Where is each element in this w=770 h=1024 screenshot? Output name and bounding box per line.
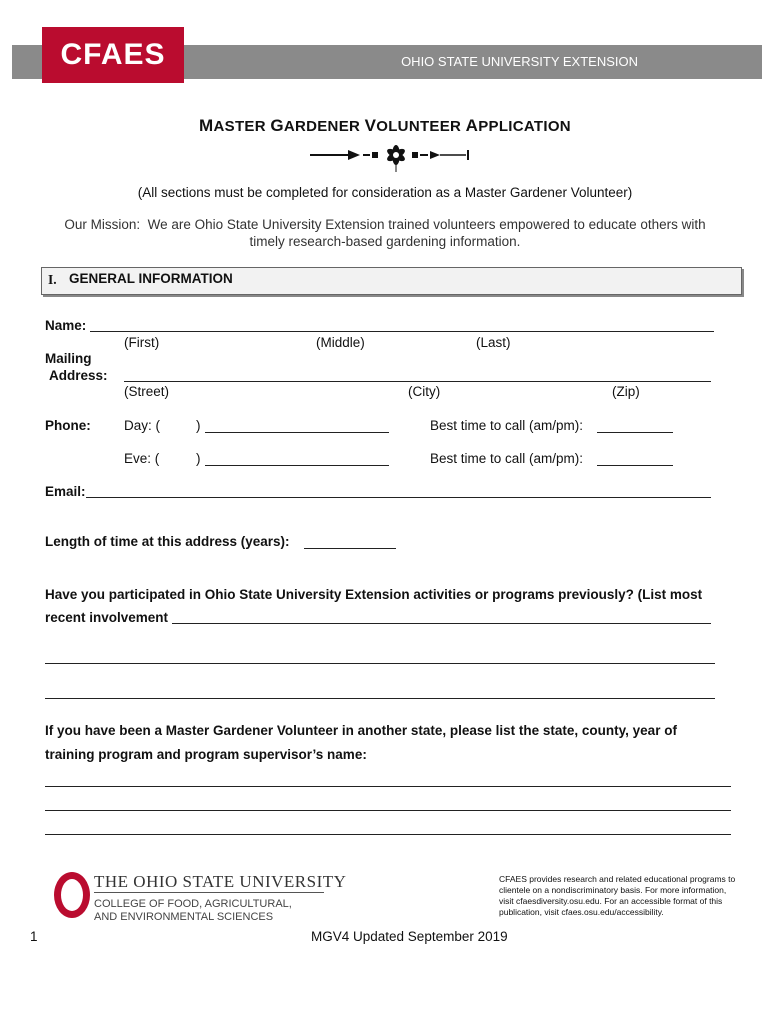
first-label: (First) [124, 335, 160, 350]
eve-paren: ) [196, 451, 201, 466]
question2-line2: training program and program supervisor’s name: [45, 747, 367, 762]
question2-field-1[interactable] [45, 786, 731, 787]
name-field[interactable] [90, 331, 714, 332]
banner-text: OHIO STATE UNIVERSITY EXTENSION [401, 54, 638, 69]
length-field[interactable] [304, 548, 396, 549]
version-label: MGV4 Updated September 2019 [311, 929, 508, 944]
last-label: (Last) [476, 335, 511, 350]
email-field[interactable] [86, 497, 711, 498]
question2-field-2[interactable] [45, 810, 731, 811]
eve-best-time-label: Best time to call (am/pm): [430, 451, 584, 466]
section-general-information: I. GENERAL INFORMATION [41, 267, 742, 295]
address-label: Address: [49, 368, 108, 383]
day-phone-field[interactable] [205, 432, 389, 433]
eve-label: Eve: ( [124, 451, 160, 466]
mission-line-2: timely research-based gardening information. [249, 234, 521, 249]
city-label: (City) [408, 384, 441, 399]
day-best-time-field[interactable] [597, 432, 673, 433]
question1-field-2[interactable] [45, 663, 715, 664]
address-field[interactable] [124, 381, 711, 382]
day-paren: ) [196, 418, 201, 433]
street-label: (Street) [124, 384, 170, 399]
nondiscrimination-statement: CFAES provides research and related educational programs to clientele on a nondiscriminatory basis. For more information, visit cfaesdiversity.osu.edu. For an accessible format of this publication, visit cfaes.osu.edu/accessibility. [499, 874, 736, 917]
osu-name: THE OHIO STATE UNIVERSITY [94, 872, 347, 891]
day-label: Day: ( [124, 418, 161, 433]
page-number: 1 [30, 929, 38, 944]
length-label: Length of time at this address (years): [45, 534, 290, 549]
page-title: MASTER GARDENER VOLUNTEER APPLICATION [199, 116, 571, 135]
phone-label: Phone: [45, 418, 91, 433]
name-label: Name: [45, 318, 87, 333]
mission-line-1: Our Mission: We are Ohio State University Extension trained volunteers empowered to educate others with [64, 217, 706, 232]
question1-field-1[interactable] [172, 623, 711, 624]
day-best-time-label: Best time to call (am/pm): [430, 418, 584, 433]
eve-best-time-field[interactable] [597, 465, 673, 466]
cfaes-logo: CFAES [42, 27, 184, 83]
middle-label: (Middle) [316, 335, 365, 350]
osu-block-o-logo-icon [54, 872, 90, 918]
osu-college: COLLEGE OF FOOD, AGRICULTURAL, AND ENVIRONMENTAL SCIENCES [94, 898, 292, 923]
email-label: Email: [45, 484, 86, 499]
completion-note: (All sections must be completed for consideration as a Master Gardener Volunteer) [137, 185, 633, 200]
question1-field-3[interactable] [45, 698, 715, 699]
garden-ornament-icon [308, 138, 473, 174]
question2-field-3[interactable] [45, 834, 731, 835]
eve-phone-field[interactable] [205, 465, 389, 466]
zip-label: (Zip) [612, 384, 640, 399]
question2-line1: If you have been a Master Gardener Volunteer in another state, please list the state, county, year of [45, 723, 677, 738]
osu-divider [94, 892, 324, 893]
question1-line1: Have you participated in Ohio State University Extension activities or programs previously? (List most [45, 587, 703, 602]
question1-line2: recent involvement [45, 610, 169, 625]
mailing-label: Mailing [45, 351, 92, 366]
